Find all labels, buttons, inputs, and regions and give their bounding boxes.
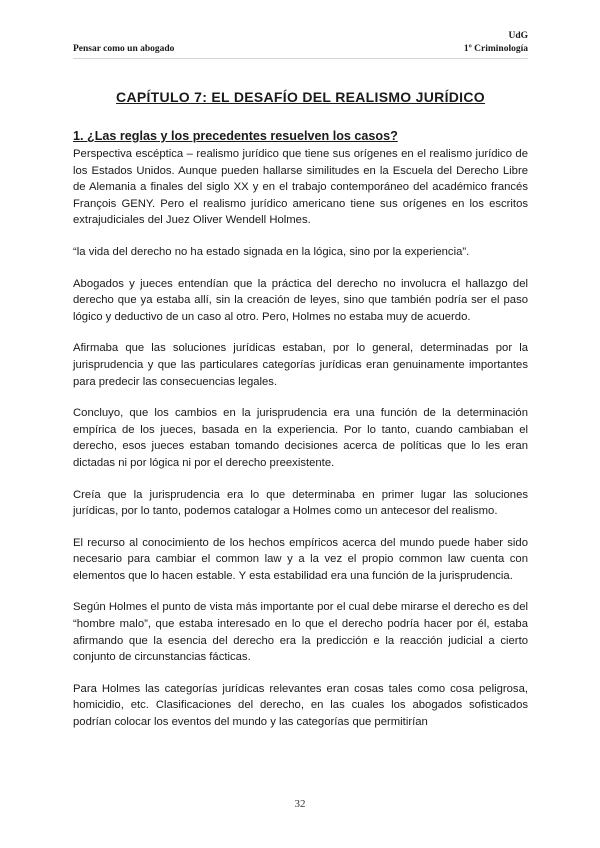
header-subject: Pensar como un abogado [73, 44, 175, 54]
page-content [73, 128, 528, 746]
chapter-title: CAPÍTULO 7: EL DESAFÍO DEL REALISMO JURÍDICO [116, 89, 485, 105]
header-course: 1º Criminología [463, 44, 528, 54]
paragraph-4: Afirmaba que las soluciones jurídicas estaban, por lo general, determinadas por la jurisprudencia y que las particulares categorías jurídicas eran genuinamente importantes para predecir las consecuencias legales. [73, 342, 528, 388]
header-institution: UdG [508, 31, 528, 41]
paragraph-6: Creía que la jurisprudencia era lo que determinaba en primer lugar las soluciones jurídicas, por lo tanto, podemos catalogar a Holmes como un antecesor del realismo. [73, 488, 528, 518]
paragraph-5: Concluyo, que los cambios en la jurisprudencia era una función de la determinación empírica de los jueces, basada en la experiencia. Por lo tanto, cuando cambiaban el derecho, esos jueces estaban tomando decisiones acerca de políticas que lo les eran dictadas ni por lógica ni por el derecho preexistente. [73, 407, 528, 469]
paragraph-7: El recurso al conocimiento de los hechos empíricos acerca del mundo puede haber sido necesario para cambiar el common law y a la vez el propio common law cuenta con elementos que lo hacen estable. Y esta estabilidad era una función de la jurisprudencia. [73, 536, 528, 582]
header-divider [73, 58, 528, 59]
paragraph-8: Según Holmes el punto de vista más importante por el cual debe mirarse el derecho es del “hombre malo”, que estaba interesado en lo que el derecho podría hacer por él, estaba afirmando que la esencia del derecho era la predicción e la reacción judicial a cierto conjunto de circunstancias fácticas. [73, 601, 528, 664]
section-heading: 1. ¿Las reglas y los precedentes resuelven los casos? [73, 129, 398, 143]
paragraph-9: Para Holmes las categorías jurídicas relevantes eran cosas tales como cosa peligrosa, homicidio, etc. Clasificaciones del derecho, en las cuales los abogados sofisticados podrían colocar los eventos del mundo y las categorías que permitirían [73, 682, 528, 729]
header-right [464, 30, 528, 56]
paragraph-1: Perspectiva escéptica – realismo jurídico que tiene sus orígenes en el realismo jurídico de los Estados Unidos. Aunque pueden hallarse similitudes en la Escuela del Derecho Libre de Alemania a finales del siglo XX y en el trabajo contemporáneo del académico francés François GENY. Pero el realismo jurídico americano tiene sus orígenes en los escritos extrajudiciales del Juez Oliver Wendell Holmes. [73, 148, 528, 227]
paragraph-quote: “la vida del derecho no ha estado signada en la lógica, sino por la experiencia”. [73, 245, 470, 258]
page-number: 32 [294, 798, 306, 810]
paragraph-3: Abogados y jueces entendían que la práctica del derecho no involucra el hallazgo del derecho que ya estaba allí, sin la creación de leyes, sino que también podría ser el paso lógico y deductivo de un caso al otro. Pero, Holmes no estaba muy de acuerdo. [73, 277, 528, 323]
